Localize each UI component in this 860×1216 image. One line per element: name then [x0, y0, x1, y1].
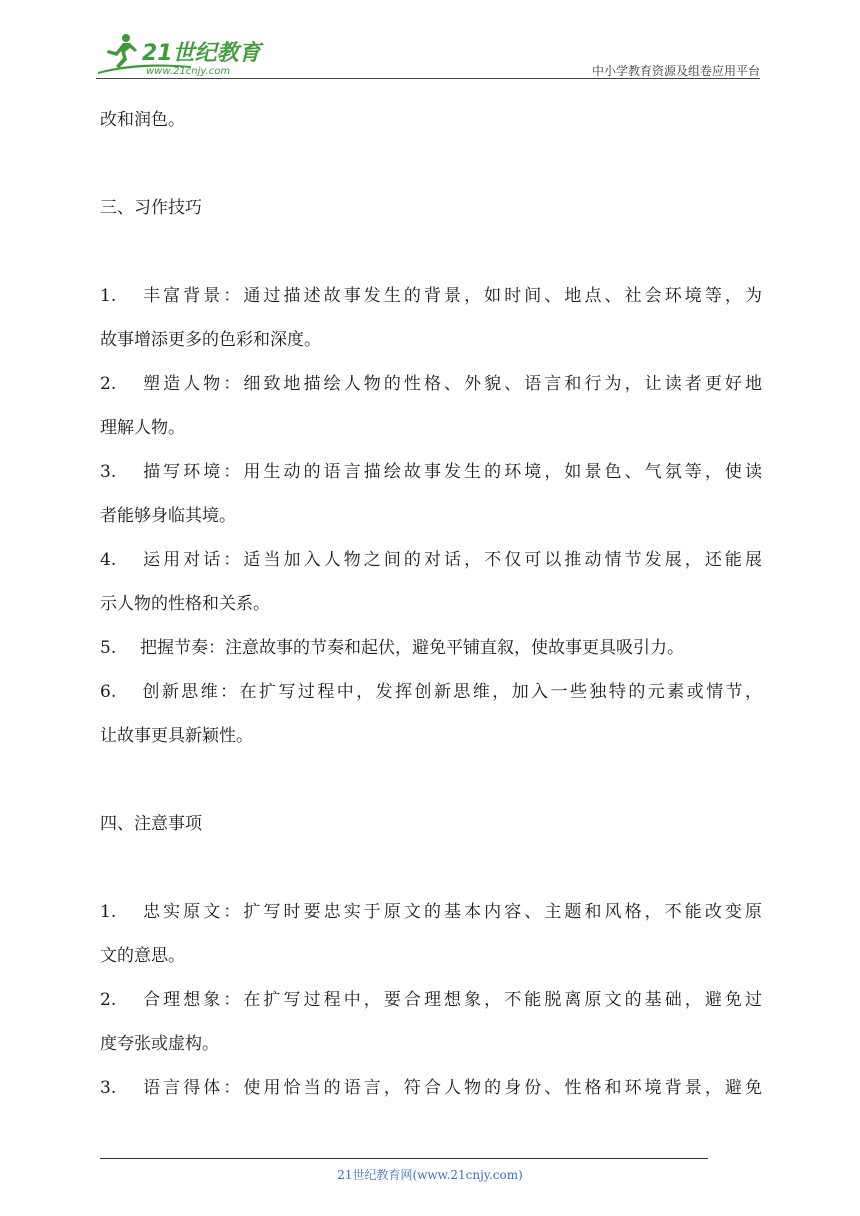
list-item-text: 者能够身临其境。 [100, 506, 236, 526]
list-item-number: 1. [100, 902, 117, 922]
section-heading: 四、注意事项 [100, 814, 202, 834]
list-item-line [100, 582, 762, 626]
list-item-text: 语言得体：使用恰当的语言，符合人物的身份、性格和环境背景，避免 [140, 1078, 762, 1098]
document-body [100, 98, 762, 1110]
list-item-text: 度夸张或虚构。 [100, 1034, 219, 1054]
logo-21cnjy [96, 30, 266, 78]
list-item-line [100, 494, 762, 538]
list-item-line [100, 714, 762, 758]
list-item-line [100, 406, 762, 450]
list-item-text: 理解人物。 [100, 418, 185, 438]
list-item-text: 描写环境：用生动的语言描绘故事发生的环境，如景色、气氛等，使读 [140, 462, 762, 482]
list-item-text: 故事增添更多的色彩和深度。 [100, 330, 321, 350]
list-item-line [100, 978, 762, 1022]
list-item-line [100, 890, 762, 934]
list-item-line [100, 626, 762, 670]
list-item-line [100, 274, 762, 318]
list-item-text: 让故事更具新颖性。 [100, 726, 253, 746]
footer-source: 21世纪教育网(www.21cnjy.com) [337, 1168, 523, 1182]
continuation-line: 改和润色。 [100, 110, 185, 130]
list-item-line [100, 670, 762, 714]
logo-text: 21世纪教育 [142, 41, 261, 66]
technique-list [100, 274, 762, 758]
list-item-text: 运用对话：适当加入人物之间的对话，不仅可以推动情节发展，还能展 [140, 550, 762, 570]
list-item-text: 把握节奏：注意故事的节奏和起伏，避免平铺直叙，使故事更具吸引力。 [140, 638, 684, 658]
platform-slogan: 中小学教育资源及组卷应用平台 [591, 64, 760, 78]
list-item-number: 4. [100, 550, 117, 570]
list-item-number: 6. [100, 682, 117, 702]
list-item-number: 2. [100, 374, 117, 394]
list-item-line [100, 1066, 762, 1110]
list-item-number: 2. [100, 990, 117, 1010]
section-heading: 三、习作技巧 [100, 198, 202, 218]
notes-list [100, 890, 762, 1110]
list-item-line [100, 318, 762, 362]
header-divider [96, 78, 760, 79]
list-item-number: 5. [100, 638, 117, 658]
list-item-number: 3. [100, 462, 117, 482]
list-item-text: 创新思维：在扩写过程中，发挥创新思维，加入一些独特的元素或情节， [140, 682, 762, 702]
list-item-text: 丰富背景：通过描述故事发生的背景，如时间、地点、社会环境等，为 [140, 286, 762, 306]
list-item-text: 塑造人物：细致地描绘人物的性格、外貌、语言和行为，让读者更好地 [140, 374, 762, 394]
list-item-line [100, 1022, 762, 1066]
page-header [96, 30, 760, 80]
list-item-line [100, 450, 762, 494]
list-item-text: 忠实原文：扩写时要忠实于原文的基本内容、主题和风格，不能改变原 [140, 902, 762, 922]
list-item-line [100, 934, 762, 978]
footer-divider [100, 1158, 708, 1159]
list-item-text: 示人物的性格和关系。 [100, 594, 270, 614]
list-item-number: 3. [100, 1078, 117, 1098]
list-item-text: 文的意思。 [100, 946, 185, 966]
list-item-text: 合理想象：在扩写过程中，要合理想象，不能脱离原文的基础，避免过 [140, 990, 762, 1010]
logo-url: www.21cnjy.com [146, 66, 231, 77]
list-item-line [100, 538, 762, 582]
list-item-number: 1. [100, 286, 117, 306]
list-item-line [100, 362, 762, 406]
